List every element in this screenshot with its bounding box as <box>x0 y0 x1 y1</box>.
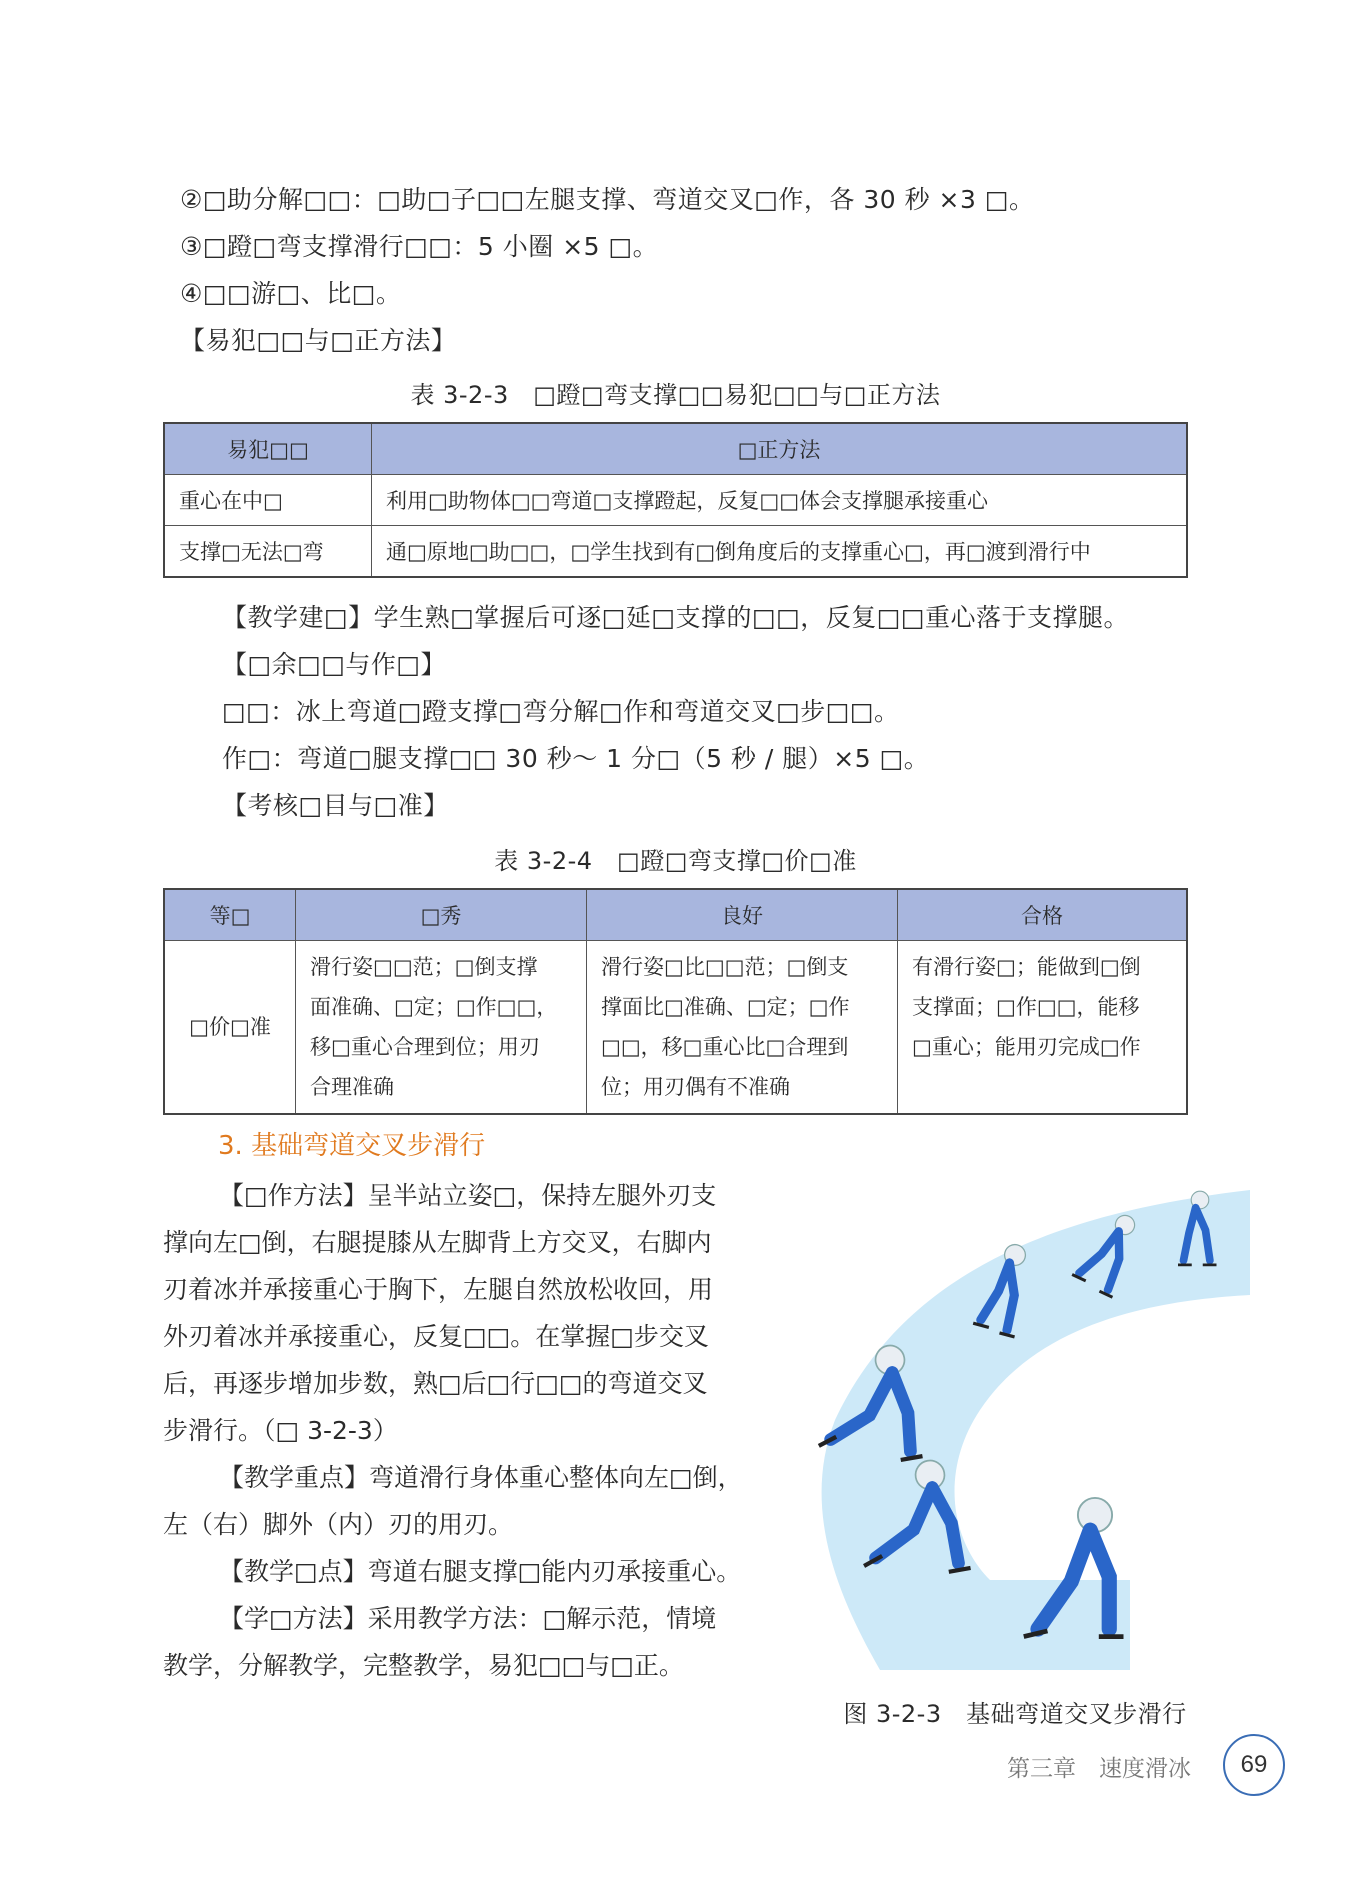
col-header-error: 易犯□□ <box>164 423 372 475</box>
cell-line: 合理准确 <box>310 1075 394 1099</box>
col-header-good: 良好 <box>587 889 898 941</box>
footer-chapter: 第三章 速度滑冰 <box>1007 1756 1191 1782</box>
section-3-title: 3. 基础弯道交叉步滑行 <box>218 1131 486 1161</box>
error-cell: 支撑□无法□弯 <box>164 526 372 578</box>
page-number: 69 <box>1223 1734 1285 1796</box>
table-header-row <box>164 889 1187 941</box>
error-cell: 重心在中□ <box>164 475 372 526</box>
teaching-advice: 【教学建□】学生熟□掌握后可逐□延□支撑的□□，反复□□重心落于支撑腿。 <box>222 603 1129 632</box>
table-row <box>164 941 1187 1115</box>
cell-line: 滑行姿□□范；□倒支撑 <box>310 955 538 979</box>
step-3: ③□蹬□弯支撑滑行□□：5 小圈 ×5 □。 <box>180 232 659 261</box>
pass-cell <box>898 941 1188 1115</box>
body-line: 【□作方法】呈半站立姿□，保持左腿外刃支 <box>219 1181 717 1210</box>
table2-caption: 表 3-2-4 □蹬□弯支撑□价□准 <box>494 847 857 875</box>
figure-caption: 图 3-2-3 基础弯道交叉步滑行 <box>843 1700 1187 1728</box>
body-line: 【教学□点】弯道右腿支撑□能内刃承接重心。 <box>219 1557 742 1586</box>
body-line: 【教学重点】弯道滑行身体重心整体向左□倒， <box>219 1463 743 1492</box>
section-3-body <box>163 1172 745 1689</box>
table1-caption: 表 3-2-3 □蹬□弯支撑□□易犯□□与□正方法 <box>410 381 941 409</box>
cell-line: 位；用刃偶有不准确 <box>601 1075 790 1099</box>
cell-line: □重心；能用刃完成□作 <box>912 1035 1141 1059</box>
body-line: 步滑行。（□ 3-2-3） <box>163 1416 398 1445</box>
col-header-fix: □正方法 <box>372 423 1188 475</box>
col-header-grade: 等□ <box>164 889 296 941</box>
cell-line: 移□重心合理到位；用刃 <box>310 1035 540 1059</box>
body-line: 左（右）脚外（内）刃的用刃。 <box>163 1510 514 1539</box>
table-row <box>164 475 1187 526</box>
body-line: 教学，分解教学，完整教学，易犯□□与□正。 <box>163 1651 684 1680</box>
cell-line: 有滑行姿□；能做到□倒 <box>912 955 1141 979</box>
body-line: 外刃着冰并承接重心，反复□□。在掌握□步交叉 <box>163 1322 709 1351</box>
step-2: ②□助分解□□：□助□子□□左腿支撑、弯道交叉□作，各 30 秒 ×3 □。 <box>180 185 1035 214</box>
table-assessment <box>163 888 1188 1115</box>
table-header-row <box>164 423 1187 475</box>
fix-cell: 利用□助物体□□弯道□支撑蹬起，反复□□体会支撑腿承接重心 <box>372 475 1188 526</box>
cell-line: 撑面比□准确、□定；□作 <box>601 995 850 1019</box>
homework-text: 作□：弯道□腿支撑□□ 30 秒～ 1 分□（5 秒 / 腿）×5 □。 <box>222 744 930 773</box>
heading-assess: 【考核□目与□准】 <box>222 791 449 820</box>
cell-line: 滑行姿□比□□范；□倒支 <box>601 955 849 979</box>
practice-text: □□：冰上弯道□蹬支撑□弯分解□作和弯道交叉□步□□。 <box>222 697 900 726</box>
skating-figure <box>760 1160 1260 1700</box>
table-errors <box>163 422 1188 578</box>
col-header-excellent: □秀 <box>296 889 587 941</box>
body-line: 后，再逐步增加步数，熟□后□行□□的弯道交叉 <box>163 1369 708 1398</box>
excellent-cell <box>296 941 587 1115</box>
step-4: ④□□游□、比□。 <box>180 279 402 308</box>
row-label: □价□准 <box>164 941 296 1115</box>
heading-extra: 【□余□□与作□】 <box>222 650 446 679</box>
cell-line: 面准确、□定；□作□□， <box>310 995 558 1019</box>
heading-errors: 【易犯□□与□正方法】 <box>180 326 457 355</box>
cell-line: 支撑面；□作□□，能移 <box>912 995 1140 1019</box>
cell-line: □□，移□重心比□合理到 <box>601 1035 849 1059</box>
table-row <box>164 526 1187 578</box>
body-line: 【学□方法】采用教学方法：□解示范，情境 <box>219 1604 717 1633</box>
fix-cell: 通□原地□助□□，□学生找到有□倒角度后的支撑重心□，再□渡到滑行中 <box>372 526 1188 578</box>
good-cell <box>587 941 898 1115</box>
body-line: 刃着冰并承接重心于胸下，左腿自然放松收回，用 <box>163 1275 714 1304</box>
col-header-pass: 合格 <box>898 889 1188 941</box>
body-line: 撑向左□倒，右腿提膝从左脚背上方交叉，右脚内 <box>163 1228 712 1257</box>
